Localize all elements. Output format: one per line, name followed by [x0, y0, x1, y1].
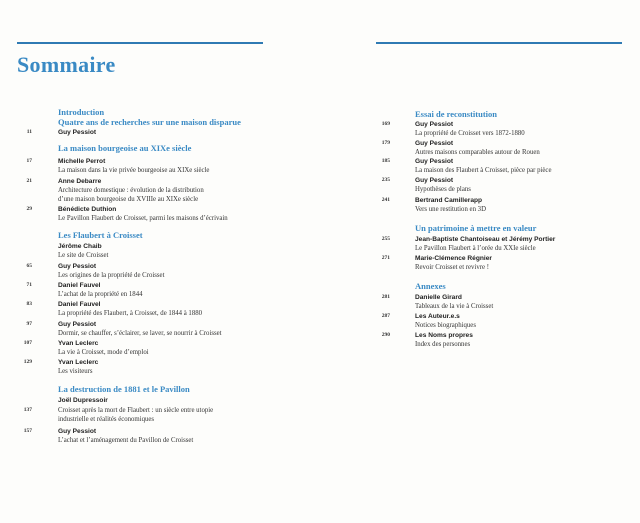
- entry-title: Le site de Croisset: [58, 252, 109, 259]
- top-rule-left: [17, 42, 263, 44]
- toc-entry: [58, 320, 222, 338]
- entry-author: Anne Debarre: [58, 178, 102, 185]
- section-heading-patrimoine: Un patrimoine à mettre en valeur: [415, 223, 537, 233]
- toc-entry: [58, 128, 96, 137]
- toc-entry: [58, 281, 143, 299]
- page-number: 290: [381, 332, 390, 338]
- page-number: 179: [381, 140, 390, 146]
- entry-author: Guy Pessiot: [415, 177, 454, 184]
- entry-author: Yvan Leclerc: [58, 359, 99, 366]
- entry-title: L’achat et l’aménagement du Pavillon de Croisset: [58, 437, 194, 444]
- section-heading-annexes: Annexes: [415, 281, 446, 291]
- toc-entry: [415, 293, 493, 311]
- toc-entry: [58, 427, 193, 445]
- toc-entry: [58, 205, 228, 223]
- entry-title: Architecture domestique : évolution de la distribution: [58, 187, 204, 194]
- entry-author: Bertrand Camillerapp: [415, 197, 483, 204]
- page-number: 185: [381, 158, 390, 164]
- toc-entry: [58, 358, 98, 376]
- entry-title: Les origines de la propriété de Croisset: [58, 272, 165, 279]
- entry-title: Dormir, se chauffer, s’éclairer, se laver, se nourrir à Croisset: [58, 330, 222, 337]
- toc-entry: [58, 157, 209, 175]
- page-number: 169: [381, 121, 390, 127]
- entry-title: Hypothèses de plans: [415, 186, 471, 193]
- toc-entry: [58, 396, 108, 405]
- entry-title: Autres maisons comparables autour de Rouen: [415, 149, 540, 156]
- section-heading-flaubert: Les Flaubert à Croisset: [58, 230, 143, 240]
- entry-author: Les Noms propres: [415, 332, 473, 339]
- entry-author: Guy Pessiot: [58, 129, 97, 136]
- entry-author: Guy Pessiot: [58, 321, 97, 328]
- toc-entry: [58, 300, 202, 318]
- page-number: 97: [26, 321, 32, 327]
- toc-entry: [58, 177, 204, 204]
- entry-author: Guy Pessiot: [58, 428, 97, 435]
- page-number: 65: [26, 263, 32, 269]
- toc-entry: [415, 120, 525, 138]
- toc-entry: [58, 242, 108, 260]
- entry-title: d’une maison bourgeoise du XVIIIe au XIXe siècle: [58, 196, 199, 203]
- toc-entry: [415, 312, 476, 330]
- page-number: 29: [26, 206, 32, 212]
- entry-author: Daniel Fauvel: [58, 301, 101, 308]
- page-number: 287: [381, 313, 390, 319]
- page-number: 71: [26, 282, 32, 288]
- entry-author: Danielle Girard: [415, 294, 462, 301]
- entry-title: Vers une restitution en 3D: [415, 206, 486, 213]
- page-number: 157: [23, 428, 32, 434]
- entry-title: Tableaux de la vie à Croisset: [415, 303, 494, 310]
- toc-entry: [58, 262, 164, 280]
- top-rule-right: [376, 42, 622, 44]
- page-number: 21: [26, 178, 32, 184]
- entry-author: Marie-Clémence Régnier: [415, 255, 492, 262]
- entry-title: industrielle et réalités économiques: [58, 416, 155, 423]
- toc-entry: [415, 254, 492, 272]
- entry-author: Joël Dupressoir: [58, 397, 108, 404]
- entry-title: La vie à Croisset, mode d’emploi: [58, 349, 149, 356]
- toc-entry: [415, 196, 486, 214]
- entry-author: Guy Pessiot: [415, 158, 454, 165]
- entry-title: La maison dans la vie privée bourgeoise au XIXe siècle: [58, 167, 210, 174]
- page-number: 235: [381, 177, 390, 183]
- page-number: 11: [26, 129, 32, 135]
- page-number: 241: [381, 197, 390, 203]
- entry-title: Croisset après la mort de Flaubert : un siècle entre utopie: [58, 407, 214, 414]
- section-heading-destruction: La destruction de 1881 et le Pavillon: [58, 384, 190, 394]
- entry-author: Bénédicte Duthion: [58, 206, 117, 213]
- entry-author: Jérôme Chaib: [58, 243, 102, 250]
- toc-entry: [415, 235, 555, 253]
- entry-title: La propriété de Croisset vers 1872-1880: [415, 130, 525, 137]
- section-heading-maison-bourgeoise: La maison bourgeoise au XIXe siècle: [58, 143, 192, 153]
- entry-author: Daniel Fauvel: [58, 282, 101, 289]
- entry-title: Le Pavillon Flaubert de Croisset, parmi les maisons d’écrivain: [58, 215, 228, 222]
- page-number: 129: [23, 359, 32, 365]
- page-number: 271: [381, 255, 390, 261]
- page-number: 255: [381, 236, 390, 242]
- toc-entry: [58, 406, 213, 424]
- entry-title: Revoir Croisset et revivre !: [415, 264, 489, 271]
- entry-title: La maison des Flaubert à Croisset, pièce par pièce: [415, 167, 552, 174]
- page-title: Sommaire: [17, 52, 116, 77]
- entry-author: Yvan Leclerc: [58, 340, 99, 347]
- page-number: 107: [23, 340, 32, 346]
- toc-entry: [415, 176, 471, 194]
- entry-title: Les visiteurs: [58, 368, 93, 375]
- section-heading-line: Quatre ans de recherches sur une maison disparue: [58, 117, 241, 127]
- entry-author: Guy Pessiot: [58, 263, 97, 270]
- entry-author: Les Auteur.e.s: [415, 313, 460, 320]
- page-number: 137: [23, 407, 32, 413]
- entry-author: Guy Pessiot: [415, 140, 454, 147]
- entry-title: La propriété des Flaubert, à Croisset, de 1844 à 1880: [58, 310, 203, 317]
- section-heading-introduction: [58, 107, 241, 127]
- page-number: 281: [381, 294, 390, 300]
- toc-entry: [58, 339, 149, 357]
- page-number: 17: [26, 158, 32, 164]
- entry-title: Le Pavillon Flaubert à l’orée du XXIe siècle: [415, 245, 536, 252]
- entry-author: Guy Pessiot: [415, 121, 454, 128]
- entry-title: Index des personnes: [415, 341, 471, 348]
- entry-author: Jean-Baptiste Chantoiseau et Jérémy Portier: [415, 236, 556, 243]
- entry-title: L’achat de la propriété en 1844: [58, 291, 143, 298]
- entry-author: Michelle Perrot: [58, 158, 106, 165]
- section-heading-reconstitution: Essai de reconstitution: [415, 109, 498, 119]
- toc-entry: [415, 331, 473, 349]
- entry-title: Notices biographiques: [415, 322, 476, 329]
- toc-entry: [415, 139, 540, 157]
- page-number: 83: [26, 301, 32, 307]
- section-heading-line: Introduction: [58, 107, 105, 117]
- toc-entry: [415, 157, 551, 175]
